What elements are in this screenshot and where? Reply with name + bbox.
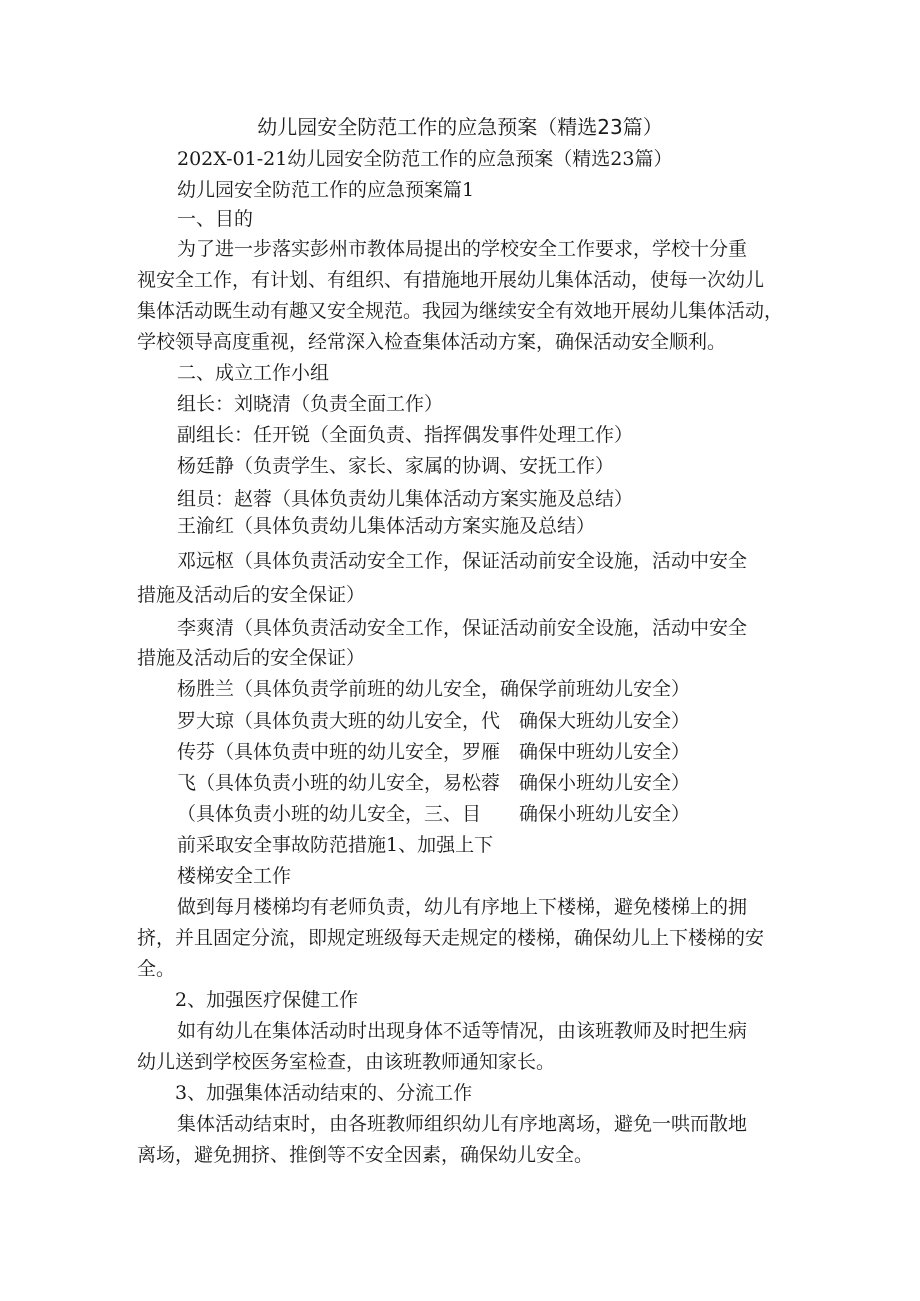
paragraph-line: 幼儿送到学校医务室检查，由该班教师通知家长。: [137, 1051, 556, 1073]
section-heading-team: 二、成立工作小组: [177, 362, 330, 384]
date-line: 202X-01-21幼儿园安全防范工作的应急预案（精选23篇）: [177, 148, 673, 170]
column-a-line: （具体负责小班的幼儿安全，三、目: [177, 803, 482, 825]
paragraph-line: 做到每月楼梯均有老师负责，幼儿有序地上下楼梯，避免楼梯上的拥: [177, 896, 748, 918]
column-a-line: 飞（具体负责小班的幼儿安全，易松蓉: [177, 772, 501, 794]
team-member-line: 措施及活动后的安全保证）: [137, 584, 366, 606]
paragraph-line: 全。: [137, 958, 176, 980]
column-a-line: 前采取安全事故防范措施1、加强上下: [177, 834, 494, 856]
paragraph-line: 集体活动既生动有趣又安全规范。我园为继续安全有效地开展幼儿集体活动，: [137, 300, 784, 322]
document-title: 幼儿园安全防范工作的应急预案（精选23篇）: [257, 115, 663, 139]
paragraph-line: 视安全工作，有计划、有组织、有措施地开展幼儿集体活动，使每一次幼儿: [137, 269, 765, 291]
team-member-line: 杨胜兰（具体负责学前班的幼儿安全，确保学前班幼儿安全）: [177, 678, 691, 700]
column-b-line: 确保小班幼儿安全）: [519, 803, 691, 825]
paragraph-line: 集体活动结束时，由各班教师组织幼儿有序地离场，避免一哄而散地: [177, 1113, 748, 1135]
column-a-line: 楼梯安全工作: [177, 865, 292, 887]
paragraph-line: 挤，并且固定分流，即规定班级每天走规定的楼梯，确保幼儿上下楼梯的安: [137, 927, 765, 949]
team-member-line: 邓远枢（具体负责活动安全工作，保证活动前安全设施，活动中安全: [177, 550, 748, 572]
paragraph-line: 学校领导高度重视，经常深入检查集体活动方案，确保活动安全顺利。: [137, 331, 727, 353]
subsection-heading-medical: 2、加强医疗保健工作: [175, 989, 359, 1011]
article-heading: 幼儿园安全防范工作的应急预案篇1: [177, 179, 475, 201]
column-b-line: 确保中班幼儿安全）: [519, 741, 691, 763]
column-b-line: 确保小班幼儿安全）: [519, 772, 691, 794]
team-member-line: 措施及活动后的安全保证）: [137, 647, 366, 669]
column-b-line: 确保大班幼儿安全）: [519, 710, 691, 732]
paragraph-line: 离场，避免拥挤、推倒等不安全因素，确保幼儿安全。: [137, 1144, 594, 1166]
vice-leader-line: 副组长：任开锐（全面负责、指挥偶发事件处理工作）: [177, 424, 634, 446]
team-leader-line: 组长：刘晓清（负责全面工作）: [177, 393, 444, 415]
team-member-line: 组员：赵蓉（具体负责幼儿集体活动方案实施及总结）: [177, 488, 634, 510]
team-member-line: 杨廷静（负责学生、家长、家属的协调、安抚工作）: [177, 455, 615, 477]
team-member-line: 李爽清（具体负责活动安全工作，保证活动前安全设施，活动中安全: [177, 617, 748, 639]
subsection-heading-dispersal: 3、加强集体活动结束的、分流工作: [175, 1082, 473, 1104]
team-member-line: 王渝红（具体负责幼儿集体活动方案实施及总结）: [177, 515, 596, 537]
column-a-line: 传芬（具体负责中班的幼儿安全，罗雁: [177, 741, 501, 763]
section-heading-purpose: 一、目的: [177, 208, 254, 230]
paragraph-line: 如有幼儿在集体活动时出现身体不适等情况，由该班教师及时把生病: [177, 1020, 748, 1042]
column-a-line: 罗大琼（具体负责大班的幼儿安全，代: [177, 710, 501, 732]
paragraph-line: 为了进一步落实彭州市教体局提出的学校安全工作要求，学校十分重: [177, 238, 748, 260]
